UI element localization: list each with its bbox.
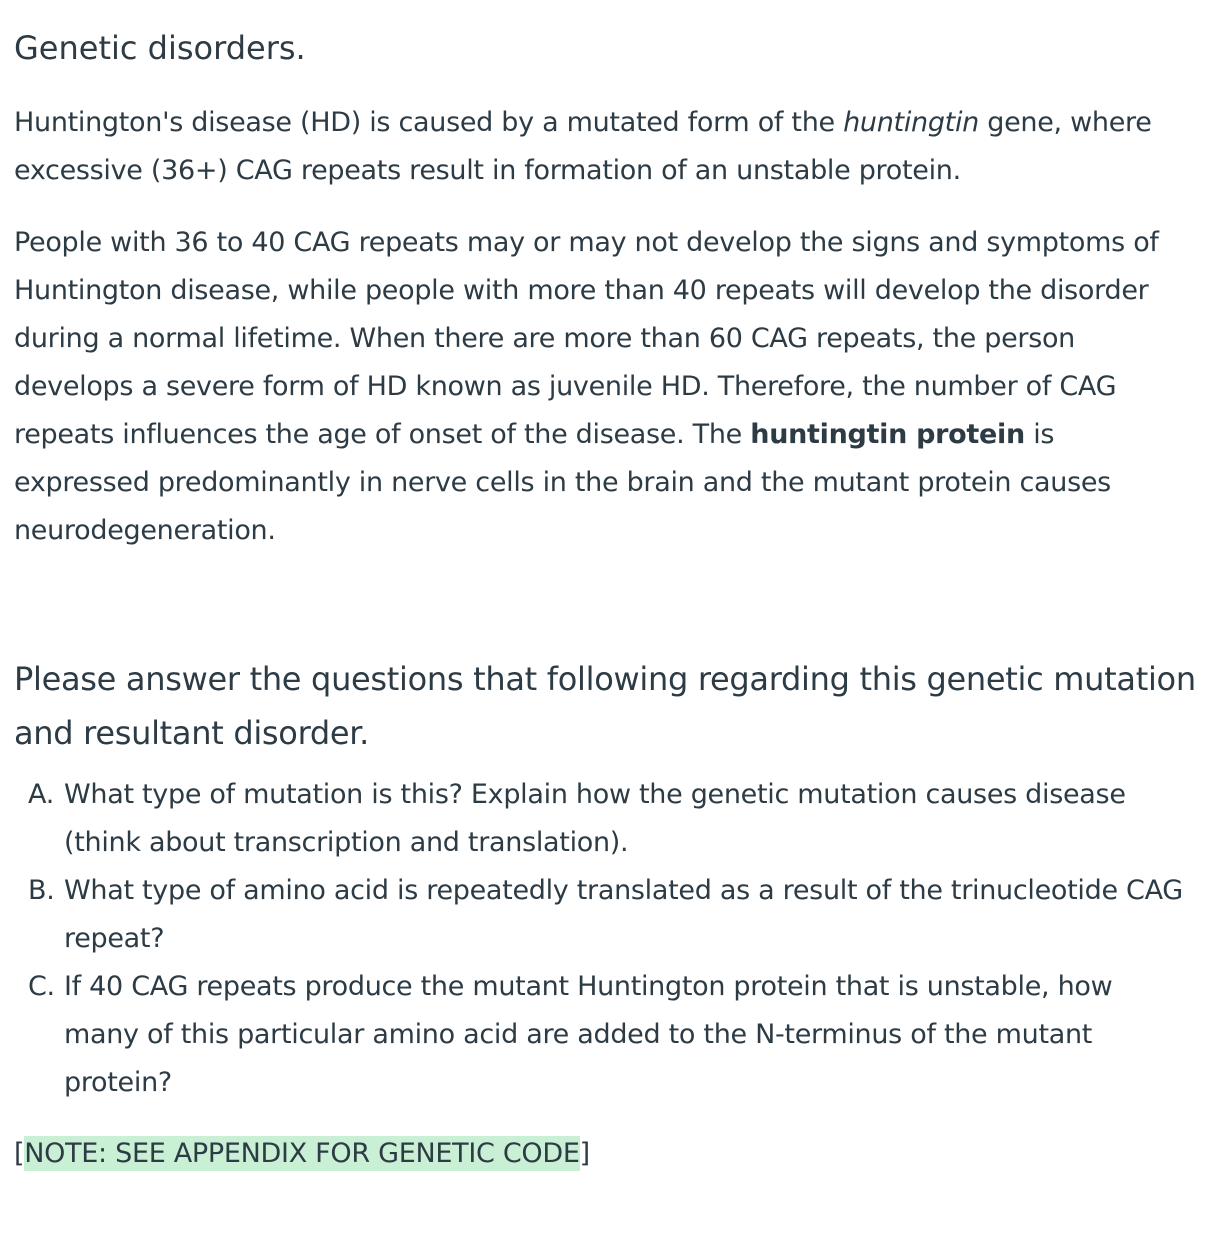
- question-list: [28, 771, 1188, 1107]
- question-item-b: [28, 867, 1188, 963]
- question-text: What type of mutation is this? Explain how the genetic mutation causes disease (think about transcription and translation).: [64, 779, 1126, 858]
- intro-text-end: gene, where excessive (36+) CAG repeats result in formation of an unstable protein.: [14, 107, 1152, 186]
- appendix-note: [14, 1130, 590, 1178]
- question-item-c: [28, 963, 1188, 1107]
- detail-text-start: People with 36 to 40 CAG repeats may or may not develop the signs and symptoms of Huntington disease, while people with more than 40 repeats will develop the disorder during a normal lifetime. When there are more than 60 CAG repeats, the person develops a severe form of HD known as juvenile HD. Therefore, the number of CAG repeats influences the age of onset of the disease. The: [14, 227, 1159, 450]
- detail-text-end: is expressed predominantly in nerve cells in the brain and the mutant protein causes neurodegeneration.: [14, 419, 1111, 546]
- question-item-a: [28, 771, 1188, 867]
- intro-text-start: Huntington's disease (HD) is caused by a mutated form of the: [14, 107, 844, 138]
- question-text: If 40 CAG repeats produce the mutant Huntington protein that is unstable, how many of this particular amino acid are added to the N-terminus of the mutant protein?: [64, 971, 1113, 1098]
- detail-paragraph: [14, 219, 1194, 555]
- intro-paragraph: [14, 99, 1194, 195]
- note-bracket-close: ]: [579, 1138, 590, 1169]
- gene-name-italic: huntingtin: [843, 107, 979, 138]
- question-marker: B.: [28, 875, 55, 906]
- note-bracket-open: [: [14, 1138, 25, 1169]
- note-highlighted-text: NOTE: SEE APPENDIX FOR GENETIC CODE: [24, 1138, 580, 1169]
- questions-prompt: Please answer the questions that following regarding this genetic mutation and resultant disorder.: [14, 660, 1196, 752]
- page-heading: Genetic disorders.: [14, 29, 306, 67]
- question-marker: A.: [28, 779, 54, 810]
- question-text: What type of amino acid is repeatedly translated as a result of the trinucleotide CAG repeat?: [64, 875, 1183, 954]
- protein-name-bold: huntingtin protein: [750, 419, 1025, 450]
- question-marker: C.: [28, 971, 55, 1002]
